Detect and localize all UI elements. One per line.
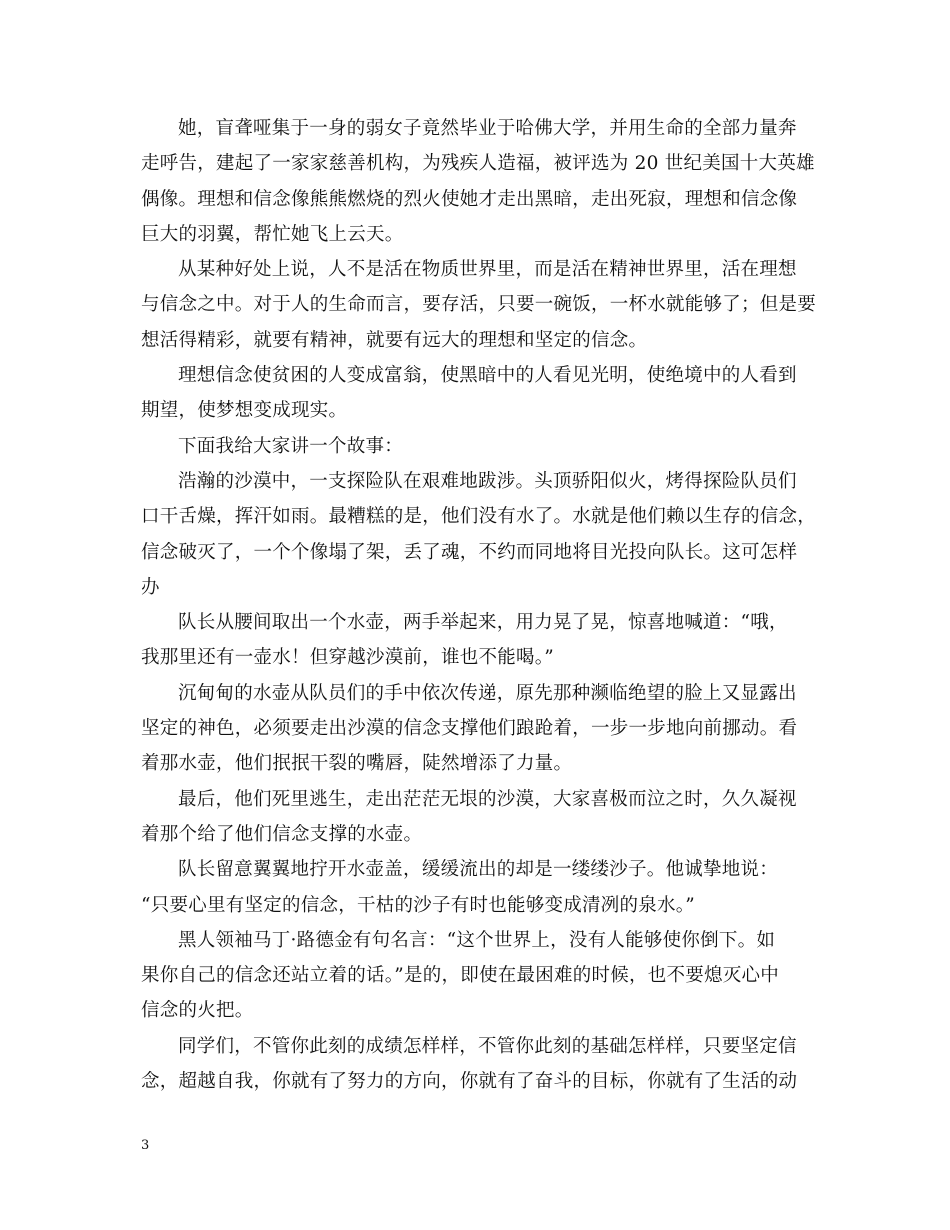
text-line: 走呼告，建起了一家家慈善机构，为残疾人造福，被评选为 20 世纪美国十大英雄 [141, 153, 815, 175]
text-line: 口干舌燥，挥汗如雨。最糟糕的是，他们没有水了。水就是他们赖以生存的信念， [141, 506, 817, 528]
text-line: 黑人领袖马丁·路德金有句名言：“这个世界上，没有人能够使你倒下。如 [178, 929, 776, 951]
text-line: 想活得精彩，就要有精神，就要有远大的理想和坚定的信念。 [141, 329, 648, 351]
text-line: 最后，他们死里逃生，走出茫茫无垠的沙漠，大家喜极而泣之时，久久凝视 [178, 788, 797, 810]
text-line: 着那个给了他们信念支撑的水壶。 [141, 823, 423, 845]
text-line: 下面我给大家讲一个故事： [178, 435, 404, 457]
text-line: 办 [141, 576, 160, 598]
text-line: 她，盲聋哑集于一身的弱女子竟然毕业于哈佛大学，并用生命的全部力量奔 [178, 118, 797, 139]
text-line: 浩瀚的沙漠中，一支探险队在艰难地跋涉。头顶骄阳似火，烤得探险队员们 [178, 470, 797, 492]
text-line: 偶像。理想和信念像熊熊燃烧的烈火使她才走出黑暗，走出死寂，理想和信念像 [141, 188, 798, 210]
text-line: 队长从腰间取出一个水壶，两手举起来，用力晃了晃，惊喜地喊道：“哦， [178, 612, 788, 634]
text-line: “只要心里有坚定的信念，干枯的沙子有时也能够变成清冽的泉水。” [141, 894, 695, 916]
text-line: 着那水壶，他们抿抿干裂的嘴唇，陡然增添了力量。 [141, 753, 573, 775]
text-line: 同学们，不管你此刻的成绩怎样样，不管你此刻的基础怎样样，只要坚定信 [178, 1035, 797, 1057]
text-line: 坚定的神色，必须要走出沙漠的信念支撑他们踉跄着，一步一步地向前挪动。看 [141, 718, 798, 740]
text-line: 理想信念使贫困的人变成富翁，使黑暗中的人看见光明，使绝境中的人看到 [178, 365, 797, 387]
text-line: 队长留意翼翼地拧开水壶盖，缓缓流出的却是一缕缕沙子。他诚挚地说： [178, 859, 779, 881]
text-line: 从某种好处上说，人不是活在物质世界里，而是活在精神世界里，活在理想 [178, 259, 797, 281]
text-line: 信念破灭了，一个个像塌了架，丢了魂，不约而同地将目光投向队长。这可怎样 [141, 541, 798, 563]
text-line: 信念的火把。 [141, 1000, 254, 1022]
page-number: 3 [141, 1138, 150, 1153]
text-line: 期望，使梦想变成现实。 [141, 400, 348, 422]
text-line: 我那里还有一壶水！但穿越沙漠前，谁也不能喝。” [141, 647, 554, 669]
text-line: 沉甸甸的水壶从队员们的手中依次传递，原先那种濒临绝望的脸上又显露出 [178, 682, 797, 704]
text-line: 与信念之中。对于人的生命而言，要存活，只要一碗饭，一杯水就能够了；但是要 [141, 294, 817, 316]
text-line: 巨大的羽翼，帮忙她飞上云天。 [141, 223, 404, 245]
text-line: 果你自己的信念还站立着的话。”是的，即使在最困难的时候，也不要熄灭心中 [141, 965, 779, 987]
document-body [141, 111, 817, 1099]
text-line: 念，超越自我，你就有了努力的方向，你就有了奋斗的目标，你就有了生活的动 [141, 1071, 798, 1093]
